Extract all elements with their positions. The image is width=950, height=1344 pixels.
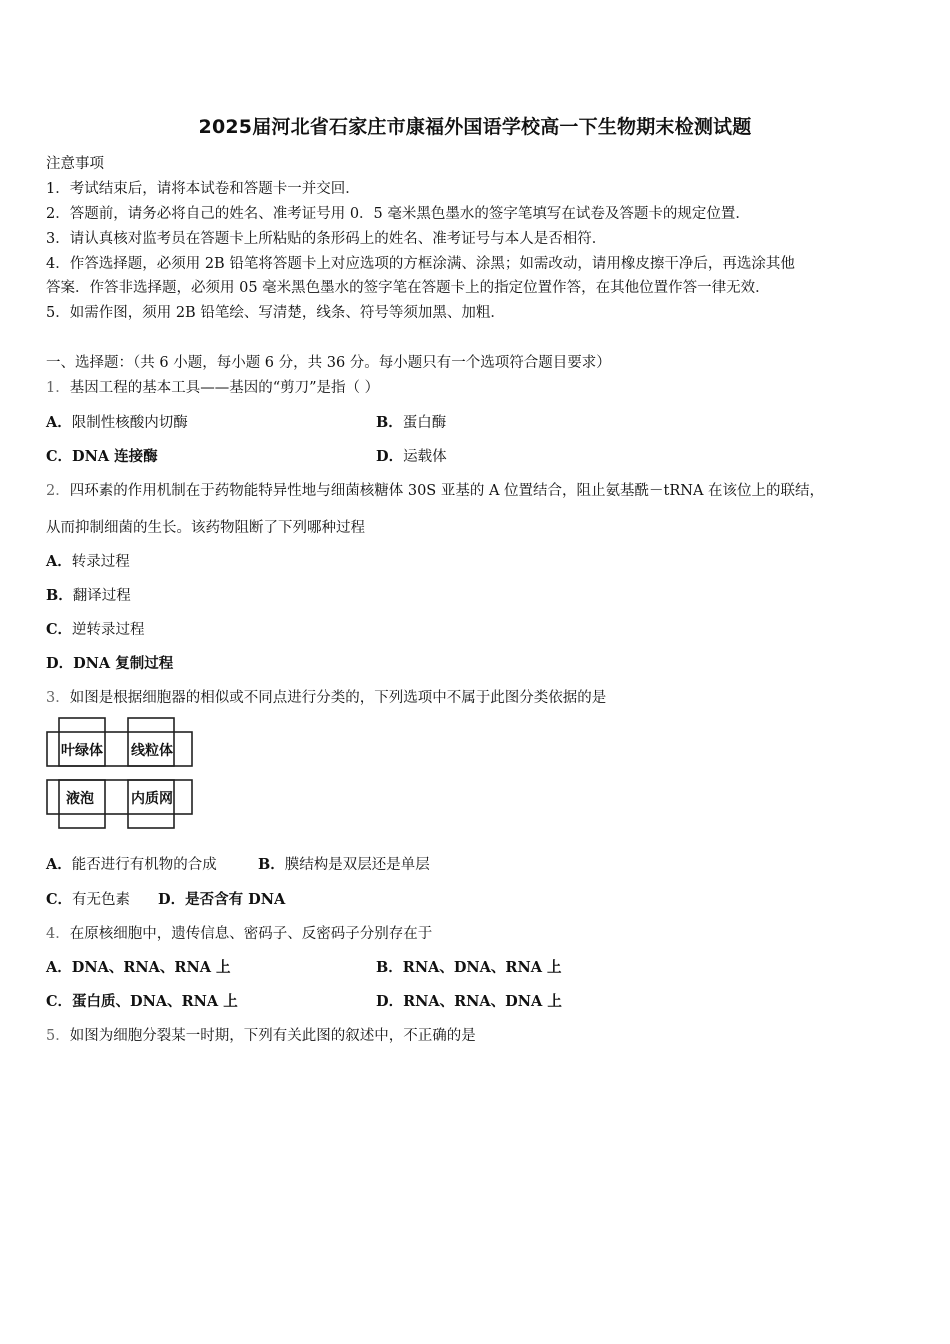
option-a[interactable]: A．DNA、RNA、RNA 上 <box>46 959 231 976</box>
option-b[interactable]: B．RNA、DNA、RNA 上 <box>376 959 562 976</box>
option-d[interactable]: D．运载体 <box>376 448 447 465</box>
figure-label-chloroplast: 叶绿体 <box>61 743 103 759</box>
notice-item: 答案．作答非选择题，必须用 05 毫米黑色墨水的签字笔在答题卡上的指定位置作答，在其他位置作答一律无效． <box>46 280 770 296</box>
question-number: 2． <box>46 483 70 499</box>
question-number: 5． <box>46 1028 70 1044</box>
question-number: 4． <box>46 926 70 942</box>
notice-heading: 注意事项 <box>46 156 104 172</box>
option-c[interactable]: C．DNA 连接酶 <box>46 448 158 465</box>
option-d[interactable]: D．RNA、RNA、DNA 上 <box>376 993 562 1010</box>
question-text: 在原核细胞中，遗传信息、密码子、反密码子分别存在于 <box>69 926 433 942</box>
question-text: 如图是根据细胞器的相似或不同点进行分类的，下列选项中不属于此图分类依据的是 <box>69 690 607 706</box>
notice-item: 2．答题前，请务必将自己的姓名、准考证号用 0．5 毫米黑色墨水的签字笔填写在试卷及答题卡的规定位置． <box>46 206 750 222</box>
option-b[interactable]: B．蛋白酶 <box>376 414 447 431</box>
page-title: 2025届河北省石家庄市康福外国语学校高一下生物期末检测试题 <box>198 116 752 138</box>
notice-item: 4．作答选择题，必须用 2B 铅笔将答题卡上对应选项的方框涂满、涂黑；如需改动，请用橡皮擦干净后，再选涂其他 <box>46 256 795 272</box>
figure-label-er: 内质网 <box>131 791 173 807</box>
option-b[interactable]: B．翻译过程 <box>46 587 131 604</box>
section-heading: 一、选择题：（共 6 小题，每小题 6 分，共 36 分。每小题只有一个选项符合题目要求） <box>46 355 611 371</box>
option-a[interactable]: A．转录过程 <box>46 553 130 570</box>
option-d[interactable]: D．DNA 复制过程 <box>46 655 174 672</box>
notice-item: 3．请认真核对监考员在答题卡上所粘贴的条形码上的姓名、准考证号与本人是否相符． <box>46 231 607 247</box>
question-text: 四环素的作用机制在于药物能特异性地与细菌核糖体 30S 亚基的 A 位置结合，阻止氨基酰－tRNA 在该位上的联结， <box>69 483 825 499</box>
figure-svg <box>46 716 196 834</box>
figure-label-mitochondria: 线粒体 <box>131 743 173 759</box>
option-a[interactable]: A．能否进行有机物的合成 <box>46 856 217 873</box>
question-5 <box>46 1024 476 1045</box>
question-3 <box>46 686 606 707</box>
notice-item: 5．如需作图，须用 2B 铅笔绘、写清楚，线条、符号等须加黑、加粗． <box>46 305 505 321</box>
figure-label-vacuole: 液泡 <box>66 791 94 807</box>
question-1 <box>46 376 379 397</box>
notice-item: 1．考试结束后，请将本试卷和答题卡一并交回． <box>46 181 360 197</box>
question-text: 如图为细胞分裂某一时期，下列有关此图的叙述中，不正确的是 <box>69 1028 476 1044</box>
option-c[interactable]: C．有无色素 <box>46 891 131 908</box>
question-2 <box>46 479 824 500</box>
option-a[interactable]: A．限制性核酸内切酶 <box>46 414 188 431</box>
question-number: 1． <box>46 380 70 396</box>
option-c[interactable]: C．蛋白质、DNA、RNA 上 <box>46 993 238 1010</box>
question-number: 3． <box>46 690 70 706</box>
question-text: 基因工程的基本工具——基因的“剪刀”是指（ ） <box>69 380 380 396</box>
organelle-classification-figure <box>46 716 196 834</box>
question-2-continued: 从而抑制细菌的生长。该药物阻断了下列哪种过程 <box>46 520 365 536</box>
question-4 <box>46 922 432 943</box>
option-b[interactable]: B．膜结构是双层还是单层 <box>258 856 430 873</box>
option-d[interactable]: D．是否含有 DNA <box>158 891 286 908</box>
option-c[interactable]: C．逆转录过程 <box>46 621 145 638</box>
